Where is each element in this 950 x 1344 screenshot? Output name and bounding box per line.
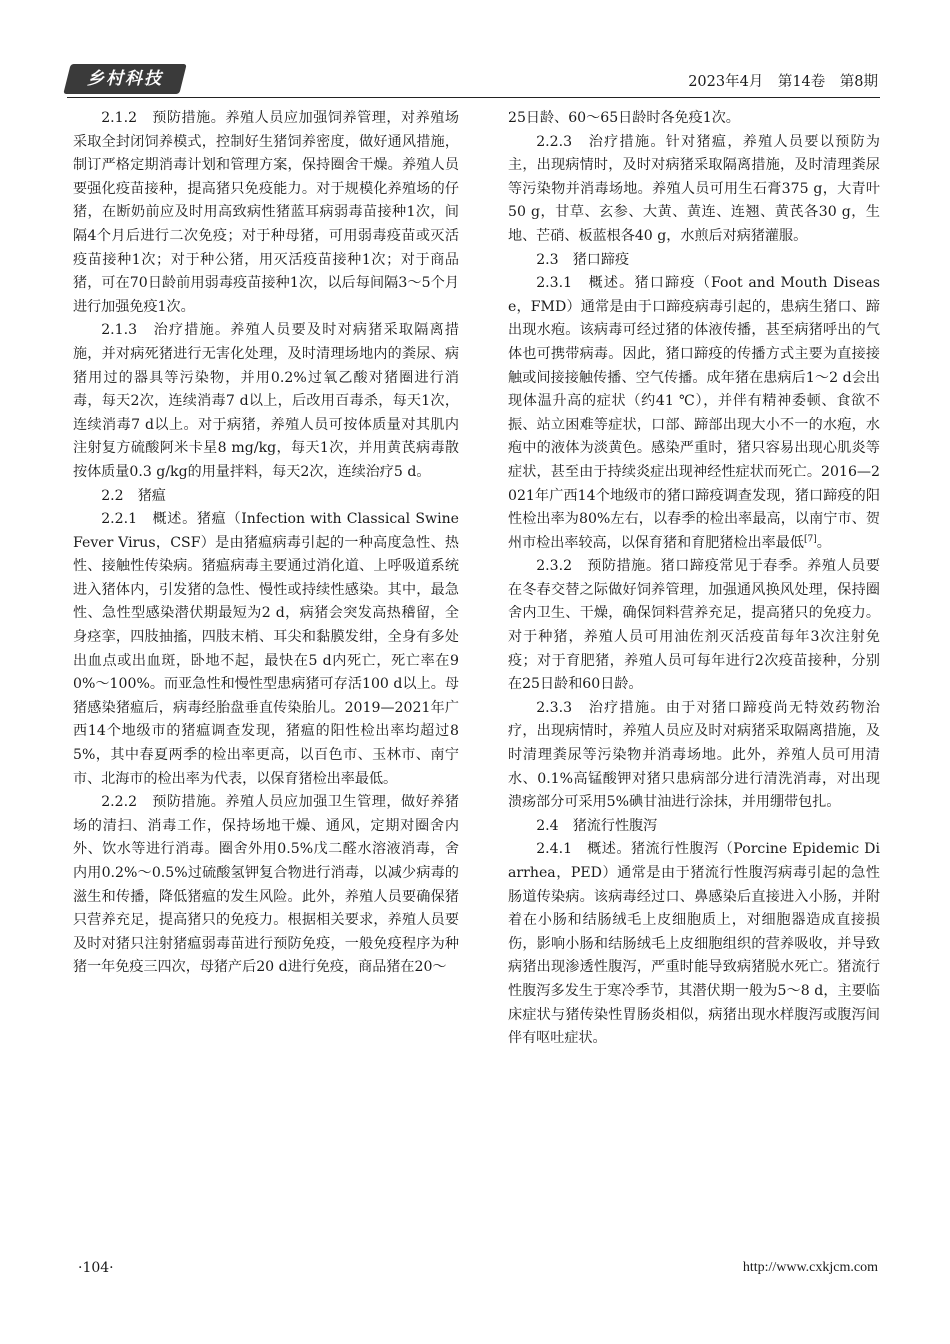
section-heading-2-3: 2.3 猪口蹄疫 [536,251,630,268]
section-heading-2-2: 2.2 猪瘟 [101,487,166,504]
right-column [508,107,880,1051]
paragraph-continued: 25日龄、60～65日龄时各免疫1次。 [508,110,740,126]
paragraph-2-3-2: 2.3.2 预防措施。猪口蹄疫常见于春季。养殖人员要在冬春交替之际做好饲养管理，加强通风换风处理，保持圈舍内卫生、干燥，确保饲料营养充足，提高猪只的免疫力。对于种猪，养殖人员可用油佐剂灭活疫苗每年3次注射免疫；对于育肥猪，养殖人员可每年进行2次疫苗接种，分别在25日龄和60日龄。 [508,558,880,693]
paragraph-2-2-1: 2.2.1 概述。猪瘟（Infection with Classical Swine Fever Virus，CSF）是由猪瘟病毒引起的一种高度急性、热性、接触性传染病。猪瘟病毒主要通过消化道、上呼吸道系统进入猪体内，引发猪的急性、慢性或持续性感染。其中，最急性、急性型感染潜伏期最短为2 d，病猪会突发高热稽留，全身痉挛，四肢抽搐，四肢末梢、耳尖和黏膜发绀，全身有多处出血点或出血斑，卧地不起，最快在5 d内死亡，死亡率在90%～100%。而亚急性和慢性型患病猪可存活100 d以上。母猪感染猪瘟后，病毒经胎盘垂直传染胎儿。2019—2021年广西14个地级市的猪瘟调查发现，猪瘟的阳性检出率均超过85%，其中春夏两季的检出率更高，以百色市、玉林市、南宁市、北海市的检出率为代表，以保育猪检出率最低。 [73,511,459,787]
footer-url: http://www.cxkjcm.com [742,1260,878,1275]
paragraph-2-2-2: 2.2.2 预防措施。养殖人员应加强卫生管理，做好养猪场的清扫、消毒工作，保持场地干燥、通风，定期对圈舍内外、饮水等进行消毒。圈舍外用0.5%戊二醛水溶液消毒，舍内用0.2%～0.5%过硫酸氢钾复合物进行消毒，以减少病毒的滋生和传播，降低猪瘟的发生风险。此外，养殖人员要确保猪只营养充足，提高猪只的免疫力。根据相关要求，养殖人员要及时对猪只注射猪瘟弱毒苗进行预防免疫，一般免疫程序为种猪一年免疫三四次，母猪产后20 d进行免疫，商品猪在20～ [73,794,459,976]
paragraph-2-3-1 [508,272,880,555]
page-number: ·104· [78,1260,114,1276]
journal-logo [63,64,186,94]
paragraph-2-1-3: 2.1.3 治疗措施。养殖人员要及时对病猪采取隔离措施，并对病死猪进行无害化处理，及时清理场地内的粪尿、病猪用过的器具等污染物，并用0.2%过氧乙酸对猪圈进行消毒，每天2次，连续消毒7 d以上，后改用百毒杀，每天1次，连续消毒7 d以上。对于病猪，养殖人员可按体质量对其肌内注射复方硫酸阿米卡星8 mg/kg，每天1次，并用黄芪病毒散按体质量0.3 g/kg的用量拌料，每天2次，连续治疗5 d。 [73,322,459,480]
paragraph-2-1-2: 2.1.2 预防措施。养殖人员应加强饲养管理，对养殖场采取全封闭饲养模式，控制好生猪饲养密度，做好通风措施，制订严格定期消毒计划和管理方案，保持圈舍干燥。养殖人员要强化疫苗接种，提高猪只免疫能力。对于规模化养殖场的仔猪，在断奶前应及时用高致病性猪蓝耳病弱毒苗接种1次，间隔4个月后进行二次免疫；对于种母猪，可用弱毒疫苗或灭活疫苗接种1次；对于种公猪，用灭活疫苗接种1次；对于商品猪，可在70日龄前用弱毒疫苗接种1次，以后每间隔3～5个月进行加强免疫1次。 [73,110,459,315]
paragraph-2-2-3: 2.2.3 治疗措施。针对猪瘟，养殖人员要以预防为主，出现病情时，及时对病猪采取隔离措施，及时清理粪尿等污染物并消毒场地。养殖人员可用生石膏375 g，大青叶50 g，甘草、玄参、大黄、黄连、连翘、黄芪各30 g，生地、芒硝、板蓝根各40 g，水煎后对病猪灌服。 [508,133,880,244]
journal-logo-text: 乡村科技 [87,69,163,89]
citation-ref: [7] [803,534,817,544]
header-rule [67,97,880,98]
paragraph-2-3-1-text: 2.3.1 概述。猪口蹄疫（Foot and Mouth Disease，FMD）通常是由于口蹄疫病毒引起的，患病生猪口、蹄出现水疱。该病毒可经过猪的体液传播，甚至病猪呼出的气体也可携带病毒。因此，猪口蹄疫的传播方式主要为直接接触或间接接触传播、空气传播。成年猪在患病后1～2 d会出现体温升高的症状（约41 ℃），并伴有精神委顿、食欲不振、站立困难等症状，口部、蹄部出现大小不一的水疱，水疱中的液体为淡黄色。感染严重时，猪只容易出现心肌炎等症状，甚至由于持续炎症出现神经性症状而死亡。2016—2021年广西14个地级市的猪口蹄疫调查发现，猪口蹄疫的阳性检出率为80%左右，以春季的检出率最高，以南宁市、贺州市检出率较高，以保育猪和育肥猪检出率最低 [508,275,880,551]
paragraph-2-3-3: 2.3.3 治疗措施。由于对猪口蹄疫尚无特效药物治疗，出现病情时，养殖人员应及时对病猪采取隔离措施，及时清理粪尿等污染物并消毒场地。此外，养殖人员可用清水、0.1%高锰酸钾对猪只患病部分进行清洗消毒，对出现溃疡部分可采用5%碘甘油进行涂抹，并用绷带包扎。 [508,699,880,811]
paragraph-2-3-1-end: 。 [816,534,831,551]
left-column [73,107,459,980]
issue-info: 2023年4月 第14卷 第8期 [688,74,878,90]
paragraph-2-4-1: 2.4.1 概述。猪流行性腹泻（Porcine Epidemic Diarrhea，PED）通常是由于猪流行性腹泻病毒引起的急性肠道传染病。该病毒经过口、鼻感染后直接进入小肠，并附着在小肠和结肠绒毛上皮细胞质上，对细胞器造成直接损伤，影响小肠和结肠绒毛上皮细胞组织的营养吸收，并导致病猪出现渗透性腹泻，严重时能导致病猪脱水死亡。猪流行性腹泻多发生于寒冷季节，其潜伏期一般为5～8 d，主要临床症状与猪传染性胃肠炎相似，病猪出现水样腹泻或腹泻间伴有呕吐症状。 [508,841,880,1047]
section-heading-2-4: 2.4 猪流行性腹泻 [536,817,658,834]
